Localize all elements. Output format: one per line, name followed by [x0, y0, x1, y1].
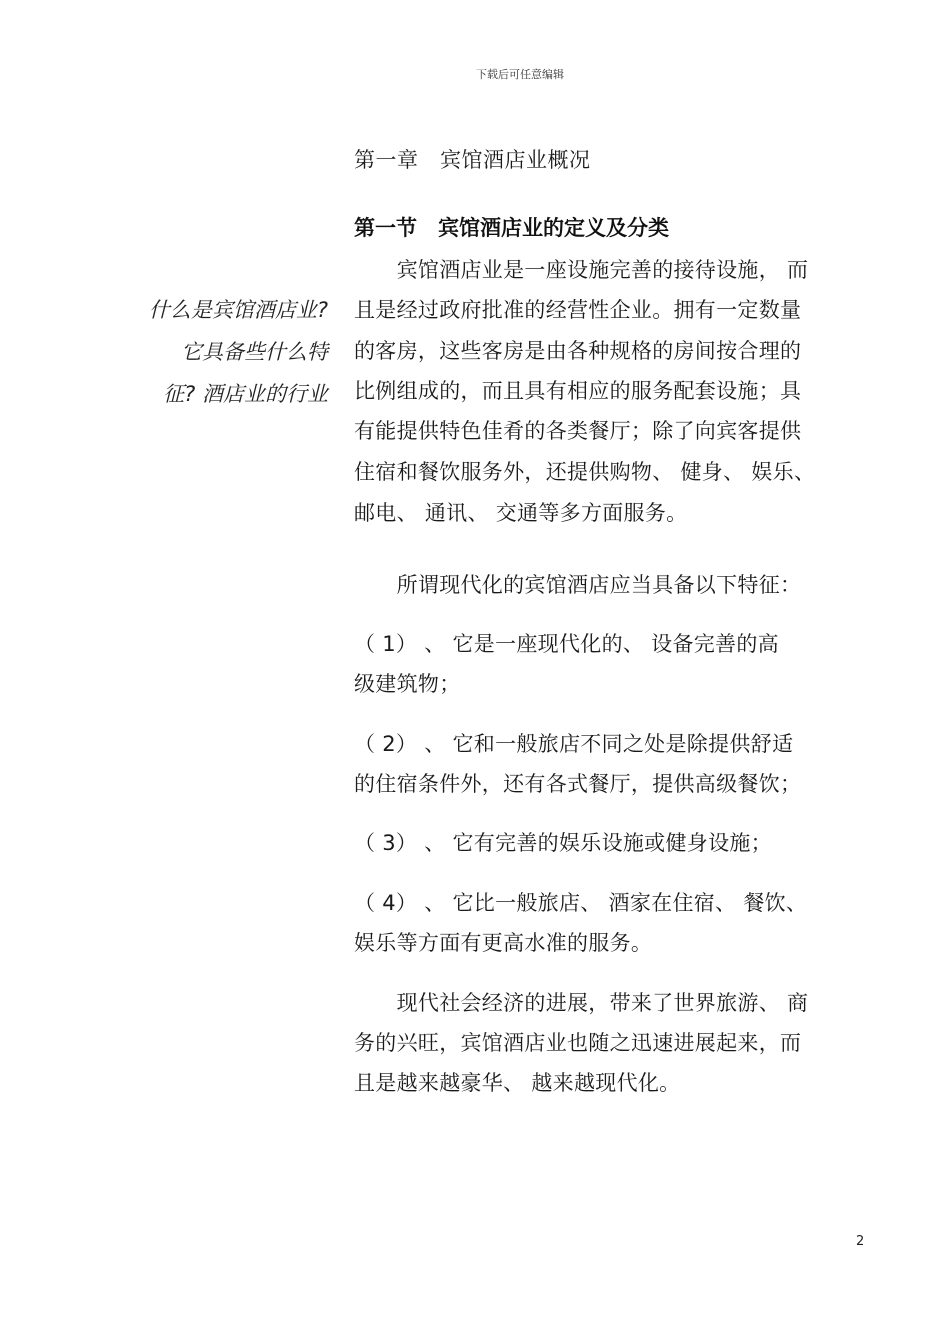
development-line: 务的兴旺，宾馆酒店业也随之迅速进展起来，而 [354, 1031, 802, 1055]
feature-line: （ 3） 、 它有完善的娱乐设施或健身设施； [354, 831, 772, 855]
feature-line: 的住宿条件外，还有各式餐厅，提供高级餐饮； [354, 772, 802, 796]
definition-line: 有能提供特色佳肴的各类餐厅；除了向宾客提供 [354, 419, 802, 443]
section-title: 第一节 宾馆酒店业的定义及分类 [354, 216, 669, 240]
chapter-title: 第一章 宾馆酒店业概况 [354, 148, 591, 172]
definition-line: 邮电、 通讯、 交通等多方面服务。 [354, 501, 688, 525]
feature-line: （ 1） 、 它是一座现代化的、 设备完善的高 [354, 632, 779, 656]
features-intro: 所谓现代化的宾馆酒店应当具备以下特征： [354, 573, 802, 597]
definition-line: 宾馆酒店业是一座设施完善的接待设施， 而 [354, 258, 809, 282]
feature-line: （ 4） 、 它比一般旅店、 酒家在住宿、 餐饮、 [354, 891, 808, 915]
feature-line: （ 2） 、 它和一般旅店不同之处是除提供舒适 [354, 732, 794, 756]
header-note: 下载后可任意编辑 [476, 68, 564, 81]
feature-line: 级建筑物； [354, 672, 461, 696]
definition-line: 的客房，这些客房是由各种规格的房间按合理的 [354, 339, 802, 363]
side-question-line: 征? 酒店业的行业 [163, 382, 328, 406]
development-line: 且是越来越豪华、 越来越现代化。 [354, 1071, 681, 1095]
development-line: 现代社会经济的进展，带来了世界旅游、 商 [354, 991, 809, 1015]
definition-line: 且是经过政府批准的经营性企业。拥有一定数量 [354, 298, 802, 322]
side-question-line: 它具备些什么特 [181, 340, 328, 364]
page-number: 2 [856, 1234, 865, 1249]
definition-line: 比例组成的，而且具有相应的服务配套设施；具 [354, 379, 802, 403]
feature-line: 娱乐等方面有更高水准的服务。 [354, 931, 653, 955]
definition-line: 住宿和餐饮服务外，还提供购物、 健身、 娱乐、 [354, 460, 816, 484]
side-question-line: 什么是宾馆酒店业? [148, 298, 328, 322]
